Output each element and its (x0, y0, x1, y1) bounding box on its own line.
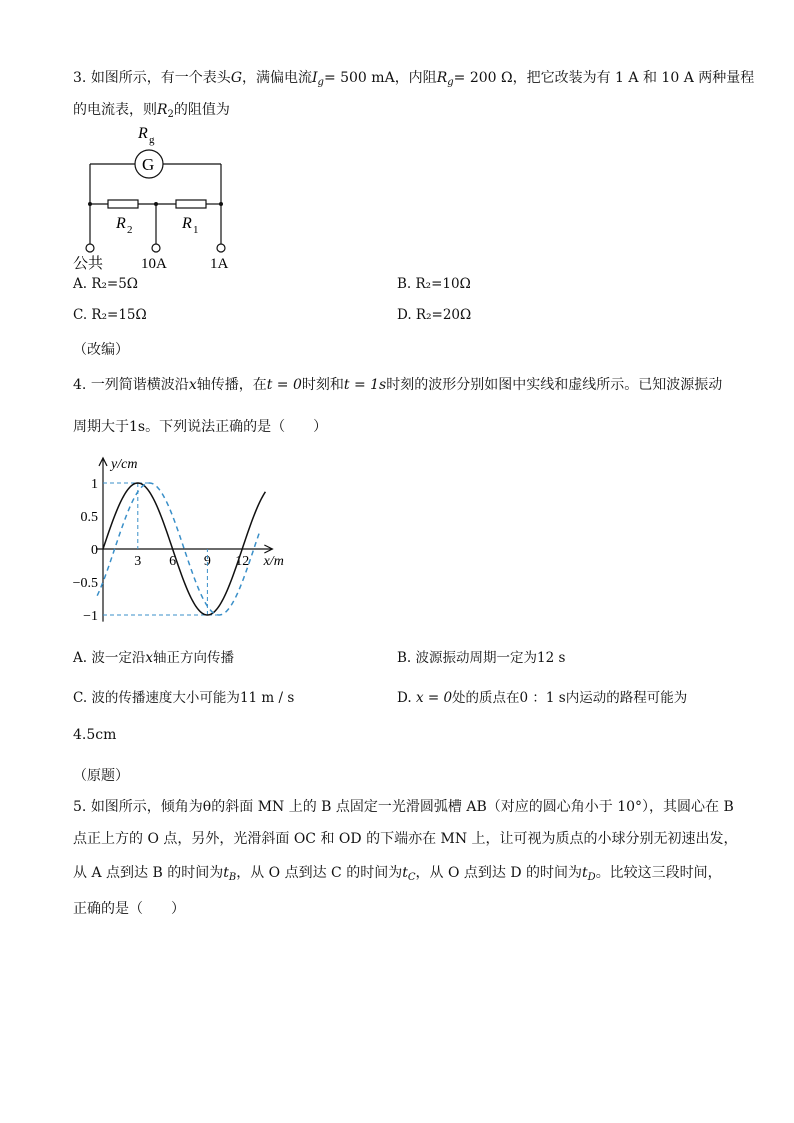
q5-line1: 5. 如图所示，倾角为θ的斜面 MN 上的 B 点固定一光滑圆弧槽 AB（对应的圆心角小于 10°），其圆心在 B (73, 799, 734, 815)
q3-option-d[interactable]: D. R₂=20Ω (397, 307, 472, 323)
y-axis-label: y/cm (111, 456, 138, 472)
q4-option-b[interactable]: B. 波源振动周期一定为12 s (397, 650, 566, 666)
terminal-10a (152, 244, 160, 252)
q4-source-tag: （原题） (73, 768, 129, 784)
galvanometer-label: G (142, 155, 155, 174)
circuit-diagram (60, 118, 260, 278)
resistor-r1 (176, 200, 206, 208)
y-tick-label: 0 (91, 543, 98, 558)
q3-line1: 3. 如图所示，有一个表头G，满偏电流$I_g= 500$ mA，内阻$R_g= 200$ Ω，把它改装为有 1 A 和 10 A 两种量程 (73, 70, 755, 88)
x-tick-label: 6 (169, 554, 177, 569)
x-axis-label: x/m (263, 554, 284, 569)
q4-line2: 周期大于1s。下列说法正确的是（ ） (73, 419, 328, 435)
wave-chart (70, 448, 300, 630)
q3-line2: 的电流表，则$R_2$的阻值为 (73, 102, 230, 120)
resistor-r2 (108, 200, 138, 208)
q5-line3: 从 A 点到达 B 的时间为$t_B$，从 O 点到达 C 的时间为$t_C$，从 O 点到达 D 的时间为$t_D$。比较这三段时间， (73, 865, 722, 883)
x-tick-label: 3 (134, 554, 142, 569)
q4-option-d-value: 4.5cm (73, 727, 117, 743)
x-tick-label: 12 (235, 554, 250, 569)
y-tick-label: −1 (83, 609, 98, 624)
r2-label: R (116, 215, 126, 232)
q4-option-a[interactable]: A. 波一定沿x轴正方向传播 (73, 650, 234, 666)
q3-source-tag: （改编） (73, 342, 129, 358)
y-tick-label: 1 (91, 477, 98, 492)
q5-line4: 正确的是（ ） (73, 901, 185, 917)
q5-line2: 点正上方的 O 点，另外，光滑斜面 OC 和 OD 的下端亦在 MN 上，让可视为质点的小球分别无初速出发， (73, 831, 738, 847)
terminal-10a-label: 10A (141, 256, 167, 272)
terminal-common (86, 244, 94, 252)
q3-option-b[interactable]: B. R₂=10Ω (397, 276, 471, 292)
y-tick-label: 0.5 (80, 510, 98, 525)
q4-line1: 4. 一列简谐横波沿x轴传播，在t = 0时刻和t = 1s时刻的波形分别如图中实线和虚线所示。已知波源振动 (73, 377, 723, 393)
terminal-common-label: 公共 (73, 256, 104, 272)
r1-label-sub: 1 (193, 224, 199, 236)
q3-option-c[interactable]: C. R₂=15Ω (73, 307, 147, 323)
terminal-1a (217, 244, 225, 252)
q3-option-a[interactable]: A. R₂=5Ω (73, 276, 139, 292)
q4-option-c[interactable]: C. 波的传播速度大小可能为11 m / s (73, 690, 295, 706)
rg-label-sub: g (149, 134, 155, 146)
x-tick-label: 9 (203, 554, 211, 569)
r2-label-sub: 2 (127, 224, 133, 236)
rg-label: R (138, 125, 148, 142)
q4-option-d[interactable]: D. x = 0处的质点在0 ：1 s内运动的路程可能为 (397, 690, 688, 706)
r1-label: R (182, 215, 192, 232)
terminal-1a-label: 1A (210, 256, 229, 272)
y-tick-label: −0.5 (72, 576, 98, 591)
